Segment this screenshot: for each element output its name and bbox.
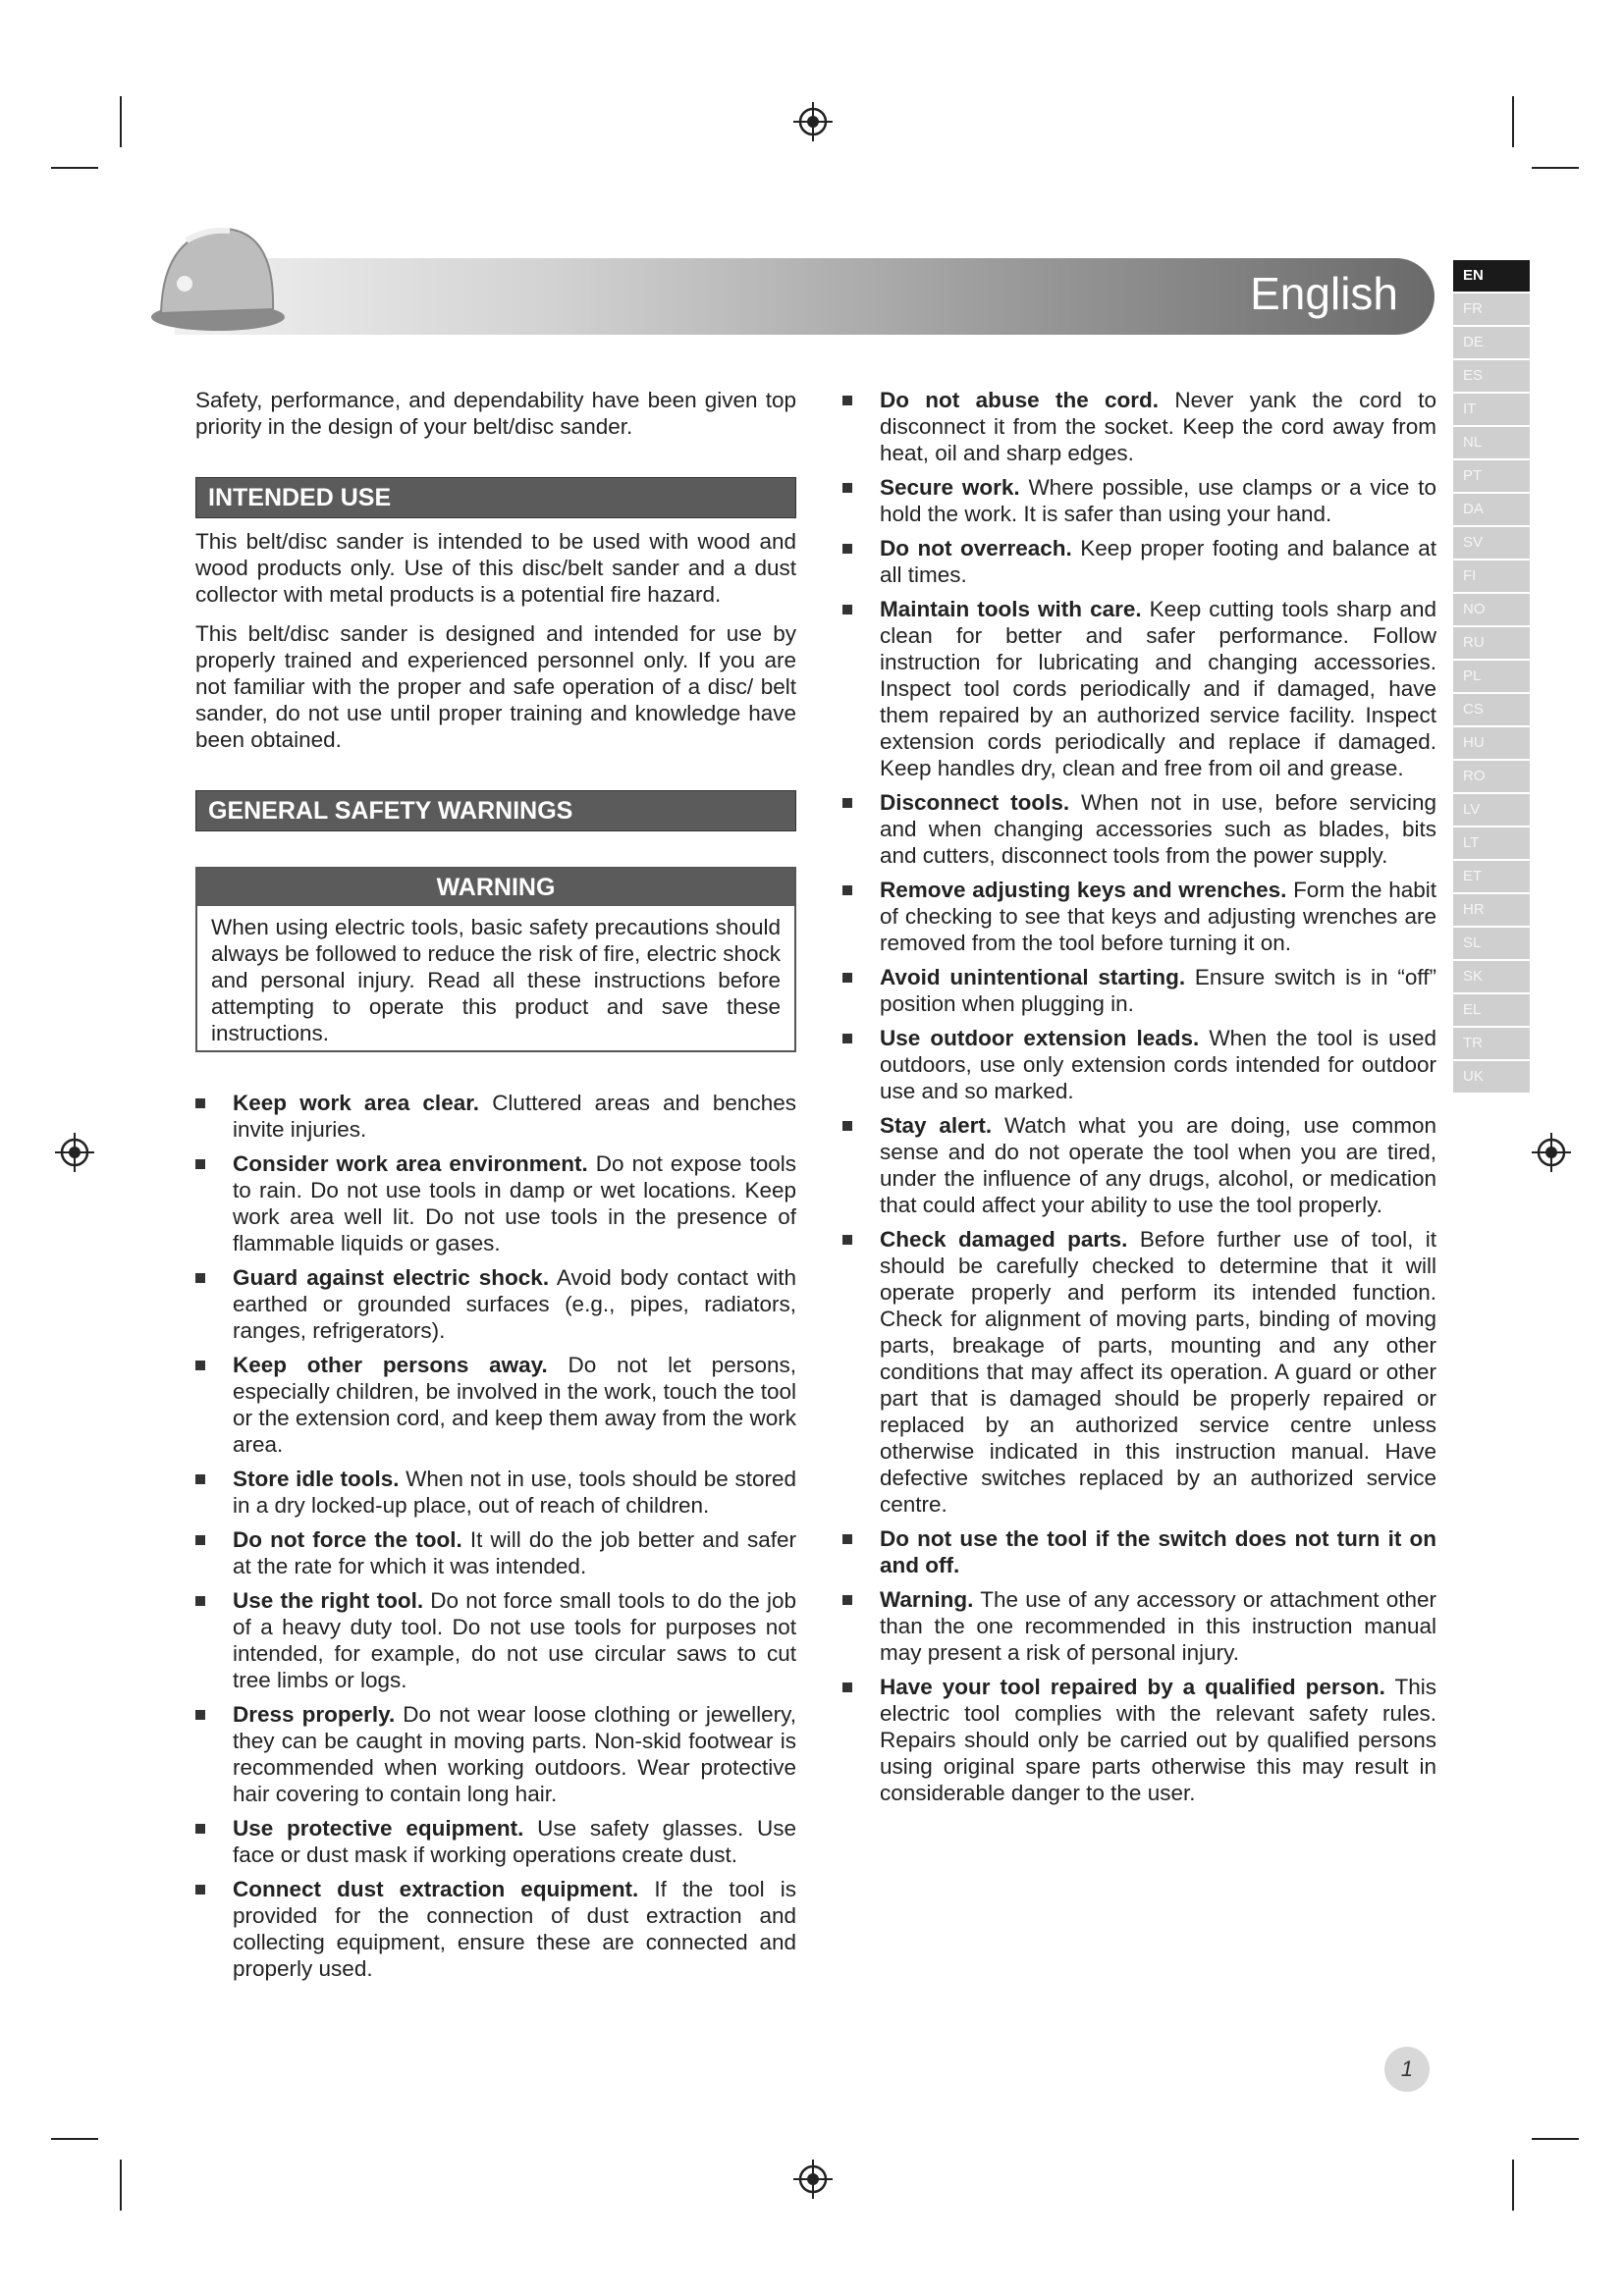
section-heading-intended-use: INTENDED USE: [195, 477, 796, 518]
tab-language[interactable]: LV: [1453, 794, 1530, 826]
tab-language[interactable]: NO: [1453, 594, 1530, 625]
tab-language[interactable]: SL: [1453, 928, 1530, 959]
crop-mark: [120, 2160, 122, 2211]
item-text: If the tool is provided for the connection of dust extraction and collecting equipment, ensure these are connected and properly used.: [233, 1877, 796, 1981]
crop-mark: [1512, 96, 1514, 147]
tab-language[interactable]: ET: [1453, 861, 1530, 892]
item-title: Warning.: [880, 1587, 974, 1612]
item-title: Check damaged parts.: [880, 1227, 1128, 1252]
crop-mark: [120, 96, 122, 147]
item-title: Disconnect tools.: [880, 790, 1070, 815]
tab-language[interactable]: SV: [1453, 527, 1530, 559]
tab-language[interactable]: DE: [1453, 327, 1530, 358]
tab-language[interactable]: FR: [1453, 294, 1530, 325]
list-item: [195, 1264, 796, 1344]
list-item: [195, 1090, 796, 1143]
item-title: Do not abuse the cord.: [880, 388, 1160, 412]
item-text: Ensure switch is in “off” position when plugging in.: [880, 965, 1436, 1016]
registration-mark-icon: [793, 102, 833, 141]
item-text: Keep proper footing and balance at all times.: [880, 536, 1436, 587]
item-text: When not in use, tools should be stored in a dry locked-up place, out of reach of children.: [233, 1467, 796, 1518]
item-text: When not in use, before servicing and when changing accessories such as blades, bits and cutters, disconnect tools from the power supply.: [880, 790, 1436, 868]
list-item: [842, 1525, 1436, 1578]
list-item: [195, 1150, 796, 1256]
left-column: [195, 387, 796, 1990]
intro-text: Safety, performance, and dependability have been given top priority in the design of your belt/disc sander.: [195, 388, 796, 439]
paragraph: This belt/disc sander is designed and intended for use by properly trained and experienced personnel only. If you are not familiar with the proper and safe operation of a disc/ belt sander, do not use until proper training and knowledge have been obtained.: [195, 621, 796, 752]
item-title: Stay alert.: [880, 1113, 993, 1138]
tab-language[interactable]: NL: [1453, 427, 1530, 458]
list-item: [842, 474, 1436, 527]
warning-text: When using electric tools, basic safety precautions should always be followed to reduce the risk of fire, electric shock and personal injury. Read all these instructions before attempting to operate this product and save these instructions.: [211, 915, 781, 1045]
item-title: Consider work area environment.: [233, 1151, 588, 1176]
item-text: Where possible, use clamps or a vice to hold the work. It is safer than using your hand.: [880, 475, 1436, 526]
tab-language[interactable]: HR: [1453, 894, 1530, 926]
safety-list-right: [842, 387, 1436, 1806]
item-title: Use protective equipment.: [233, 1816, 524, 1841]
item-text: When the tool is used outdoors, use only extension cords intended for outdoor use and so marked.: [880, 1026, 1436, 1103]
tab-language[interactable]: UK: [1453, 1061, 1530, 1093]
tab-language[interactable]: SK: [1453, 961, 1530, 992]
list-item: [842, 789, 1436, 869]
item-text: Form the habit of checking to see that keys and adjusting wrenches are removed from the tool before turning it on.: [880, 878, 1436, 955]
item-text: Never yank the cord to disconnect it from the socket. Keep the cord away from heat, oil and sharp edges.: [880, 388, 1436, 465]
list-item: [195, 1466, 796, 1519]
list-item: [842, 1226, 1436, 1518]
paragraph: This belt/disc sander is intended to be used with wood and wood products only. Use of this disc/belt sander and a dust collector with metal products is a potential fire hazard.: [195, 529, 796, 607]
tab-language-en[interactable]: EN: [1453, 260, 1530, 292]
item-text: Do not wear loose clothing or jewellery, they can be caught in moving parts. Non-skid footwear is recommended when working outdoors. Wear protective hair covering to contain long hair.: [233, 1702, 796, 1806]
list-item: [842, 1112, 1436, 1218]
tab-language[interactable]: RU: [1453, 627, 1530, 659]
item-text: It will do the job better and safer at the rate for which it was intended.: [233, 1527, 797, 1578]
item-title: Do not overreach.: [880, 536, 1072, 561]
right-column: [842, 387, 1436, 1814]
list-item: [195, 1526, 796, 1579]
tab-language[interactable]: HU: [1453, 727, 1530, 759]
tab-language[interactable]: PL: [1453, 661, 1530, 692]
warning-box: [195, 867, 796, 1052]
tab-language[interactable]: ES: [1453, 360, 1530, 392]
crop-mark: [1532, 167, 1579, 169]
item-title: Guard against electric shock.: [233, 1265, 550, 1290]
tab-language[interactable]: CS: [1453, 694, 1530, 725]
warning-heading: WARNING: [197, 869, 794, 906]
item-title: Dress properly.: [233, 1702, 396, 1727]
item-text: Keep cutting tools sharp and clean for better and safer performance. Follow instruction for lubricating and changing accessories. Inspect tool cords periodically and if damaged, have them repaired by an authorized service facility. Inspect extension cords periodically and replace if damaged. Keep handles dry, clean and free from oil and grease.: [880, 597, 1436, 780]
list-item: [195, 1815, 796, 1868]
registration-mark-icon: [1532, 1133, 1571, 1172]
list-item: [842, 1025, 1436, 1104]
tab-language[interactable]: IT: [1453, 394, 1530, 425]
list-item: [195, 1352, 796, 1458]
item-title: Remove adjusting keys and wrenches.: [880, 878, 1287, 902]
item-title: Avoid unintentional starting.: [880, 965, 1186, 989]
registration-mark-icon: [793, 2160, 833, 2199]
crop-mark: [51, 167, 98, 169]
list-item: [842, 535, 1436, 588]
item-title: Have your tool repaired by a qualified person.: [880, 1675, 1385, 1699]
page-title: English: [1250, 268, 1398, 319]
item-text: Use safety glasses. Use face or dust mask if working operations create dust.: [233, 1816, 796, 1867]
tab-language[interactable]: LT: [1453, 828, 1530, 859]
crop-mark: [1532, 2138, 1579, 2140]
registration-mark-icon: [55, 1133, 94, 1172]
tab-language[interactable]: EL: [1453, 994, 1530, 1026]
list-item: [195, 1587, 796, 1693]
item-text: The use of any accessory or attachment other than the one recommended in this instruction manual may present a risk of personal injury.: [880, 1587, 1436, 1665]
list-item: [195, 1876, 796, 1982]
item-title: Connect dust extraction equipment.: [233, 1877, 639, 1901]
list-item: [195, 1701, 796, 1807]
crop-mark: [51, 2138, 98, 2140]
item-text: Do not let persons, especially children, be involved in the work, touch the tool or the extension cord, and keep them away from the work area.: [233, 1353, 796, 1457]
item-title: Use the right tool.: [233, 1588, 424, 1613]
header-band: [175, 258, 1435, 335]
item-text: Avoid body contact with earthed or grounded surfaces (e.g., pipes, radiators, ranges, refrigerators).: [233, 1265, 796, 1343]
item-text: Do not force small tools to do the job of a heavy duty tool. Do not use tools for purposes not intended, for example, do not use circular saws to cut tree limbs or logs.: [233, 1588, 796, 1692]
item-title: Secure work.: [880, 475, 1020, 500]
item-text: This electric tool complies with the relevant safety rules. Repairs should only be carried out by qualified persons using original spare parts otherwise this may result in considerable danger to the user.: [880, 1675, 1436, 1805]
tab-language[interactable]: DA: [1453, 494, 1530, 525]
item-title: Keep other persons away.: [233, 1353, 548, 1377]
tab-language[interactable]: TR: [1453, 1028, 1530, 1059]
item-text: Before further use of tool, it should be carefully checked to determine that it will operate properly and perform its intended function. Check for alignment of moving parts, binding of moving parts, breakage of parts, mounting and any other conditions that may affect its operation. A guard or other part that is damaged should be properly repaired or replaced by an authorized service centre unless otherwise indicated in this instruction manual. Have defective switches replaced by an authorized service centre.: [880, 1227, 1436, 1517]
page-number: 1: [1384, 2047, 1430, 2092]
list-item: [842, 1586, 1436, 1666]
tab-language[interactable]: PT: [1453, 460, 1530, 492]
tab-language[interactable]: FI: [1453, 561, 1530, 592]
list-item: [842, 877, 1436, 956]
list-item: [842, 387, 1436, 466]
hard-hat-icon: [147, 211, 285, 339]
item-title: Keep work area clear.: [233, 1091, 479, 1115]
section-heading-general-safety: GENERAL SAFETY WARNINGS: [195, 790, 796, 831]
item-text: Watch what you are doing, use common sense and do not operate the tool when you are tired, under the influence of any drugs, alcohol, or medication that could affect your ability to use the tool properly.: [880, 1113, 1436, 1217]
item-title: Maintain tools with care.: [880, 597, 1142, 621]
item-title: Do not force the tool.: [233, 1527, 462, 1552]
list-item: [842, 1674, 1436, 1806]
tab-language[interactable]: RO: [1453, 761, 1530, 792]
item-title: Store idle tools.: [233, 1467, 400, 1491]
crop-mark: [1512, 2160, 1514, 2211]
list-item: [842, 964, 1436, 1017]
language-tabs: [1453, 260, 1530, 1095]
item-title: Do not use the tool if the switch does not turn it on and off.: [880, 1526, 1436, 1577]
list-item: [842, 596, 1436, 781]
item-text: Cluttered areas and benches invite injuries.: [233, 1091, 796, 1142]
item-title: Use outdoor extension leads.: [880, 1026, 1200, 1050]
safety-list-left: [195, 1090, 796, 1982]
item-text: Do not expose tools to rain. Do not use tools in damp or wet locations. Keep work area well lit. Do not use tools in the presence of flammable liquids or gases.: [233, 1151, 796, 1255]
